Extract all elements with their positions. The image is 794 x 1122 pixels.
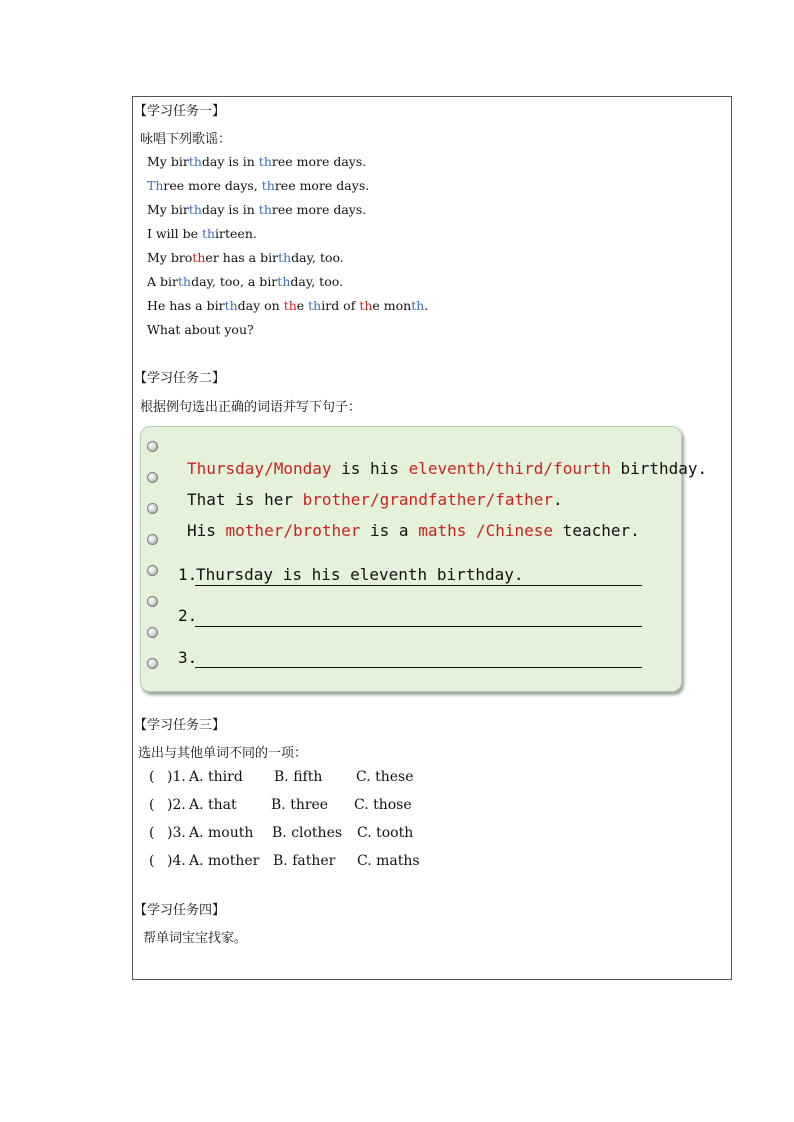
- highlight-segment: th: [188, 202, 202, 217]
- question-number: )1.: [167, 769, 186, 785]
- answer-number-3: 3.: [178, 648, 198, 667]
- highlight-segment: th: [224, 298, 238, 313]
- text-segment: My bro: [147, 250, 193, 265]
- option-c: C. maths: [357, 853, 420, 869]
- question-number: )2.: [167, 797, 186, 813]
- option-b: B. fifth: [274, 769, 323, 785]
- highlight-segment: th: [278, 250, 292, 265]
- text-segment: My bir: [147, 154, 189, 169]
- highlight-segment: th: [411, 298, 425, 313]
- example-sentence-3: [187, 521, 640, 540]
- example-sentence-1: [187, 459, 707, 478]
- answer-bracket[interactable]: (: [149, 797, 155, 813]
- text-segment: teacher.: [553, 521, 640, 540]
- highlight-segment: th: [258, 202, 272, 217]
- text-segment: A bir: [147, 274, 178, 289]
- task1-instruction: 咏唱下列歌谣：: [140, 132, 232, 147]
- option-c: C. those: [354, 797, 412, 813]
- chant-line: [147, 318, 428, 342]
- text-segment: e mon: [372, 298, 412, 313]
- binder-ring-icon: [147, 503, 158, 514]
- option-a: A. that: [189, 797, 237, 813]
- text-segment: day, too, a bir: [191, 274, 278, 289]
- text-segment: ree more days.: [271, 154, 367, 169]
- chant-line: [147, 150, 428, 174]
- option-a: A. third: [189, 769, 243, 785]
- text-segment: That is her: [187, 490, 303, 509]
- word-choice: maths /Chinese: [418, 521, 554, 540]
- question-number: )4.: [167, 853, 186, 869]
- text-segment: His: [187, 521, 226, 540]
- word-choice: brother/grandfather/father: [302, 490, 554, 509]
- chant-line: [147, 294, 428, 318]
- answer-line-2: [195, 626, 642, 627]
- highlight-segment: th: [359, 298, 373, 313]
- text-segment: e: [296, 298, 309, 313]
- text-segment: er has a bir: [205, 250, 279, 265]
- highlight-segment: th: [277, 274, 291, 289]
- text-segment: is his: [331, 459, 409, 478]
- task1-heading: 【学习任务一】: [134, 104, 226, 119]
- word-choice: mother/brother: [225, 521, 361, 540]
- task4-instruction: 帮单词宝宝找家。: [143, 931, 248, 946]
- highlight-segment: th: [177, 274, 192, 289]
- answer-bracket[interactable]: (: [149, 825, 155, 841]
- answer-bracket[interactable]: (: [149, 769, 155, 785]
- highlight-segment: th: [192, 250, 206, 265]
- option-a: A. mother: [189, 853, 260, 869]
- text-segment: birthday.: [610, 459, 708, 478]
- text-segment: What about you?: [147, 322, 254, 337]
- text-segment: I will be: [147, 226, 202, 241]
- example-sentence-2: [187, 490, 563, 509]
- text-segment: .: [424, 298, 429, 313]
- chant-line: [147, 198, 428, 222]
- text-segment: day is in: [201, 154, 259, 169]
- text-segment: day, too.: [290, 274, 344, 289]
- text-segment: ird of: [321, 298, 360, 313]
- text-segment: day is in: [201, 202, 259, 217]
- binder-ring-icon: [147, 627, 158, 638]
- answer-bracket[interactable]: (: [149, 853, 155, 869]
- text-segment: day, too.: [291, 250, 344, 265]
- highlight-segment: Th: [147, 178, 164, 193]
- answer-number-2: 2.: [178, 606, 198, 625]
- chant-line: [147, 246, 428, 270]
- task2-heading: 【学习任务二】: [134, 371, 226, 386]
- task3-instruction: 选出与其他单词不同的一项：: [138, 746, 308, 761]
- highlight-segment: th: [258, 154, 272, 169]
- answer-number-1: 1.: [178, 565, 198, 584]
- option-c: C. these: [356, 769, 414, 785]
- text-segment: My bir: [147, 202, 189, 217]
- text-segment: irteen.: [215, 226, 257, 241]
- highlight-segment: th: [188, 154, 202, 169]
- text-segment: ree more days.: [271, 202, 367, 217]
- binder-ring-icon: [147, 441, 158, 452]
- binder-ring-icon: [147, 472, 158, 483]
- option-b: B. father: [273, 853, 336, 869]
- option-c: C. tooth: [357, 825, 414, 841]
- text-segment: is a: [360, 521, 419, 540]
- highlight-segment: th: [283, 298, 297, 313]
- text-segment: He has a bir: [147, 298, 225, 313]
- text-segment: ree more days.: [274, 178, 370, 193]
- binder-ring-icon: [147, 565, 158, 576]
- text-segment: .: [553, 490, 563, 509]
- text-segment: ree more days,: [163, 178, 262, 193]
- chant-line: [147, 270, 428, 294]
- word-choice: eleventh/third/fourth: [408, 459, 611, 478]
- binder-ring-icon: [147, 534, 158, 545]
- question-number: )3.: [167, 825, 186, 841]
- task4-heading: 【学习任务四】: [134, 903, 226, 918]
- binder-ring-icon: [147, 658, 158, 669]
- task2-instruction: 根据例句选出正确的词语并写下句子：: [140, 400, 362, 415]
- word-choice: Thursday/Monday: [187, 459, 332, 478]
- answer-text-1[interactable]: Thursday is his eleventh birthday.: [196, 565, 524, 584]
- chant-line: [147, 222, 428, 246]
- highlight-segment: th: [308, 298, 322, 313]
- highlight-segment: th: [261, 178, 275, 193]
- binder-ring-icon: [147, 596, 158, 607]
- option-b: B. clothes: [272, 825, 343, 841]
- chant-lines: [147, 150, 428, 342]
- answer-line-1: [195, 585, 642, 586]
- answer-line-3: [195, 667, 642, 668]
- option-a: A. mouth: [189, 825, 254, 841]
- task3-heading: 【学习任务三】: [134, 718, 226, 733]
- text-segment: day on: [237, 298, 284, 313]
- highlight-segment: th: [201, 226, 216, 241]
- option-b: B. three: [271, 797, 329, 813]
- chant-line: [147, 174, 428, 198]
